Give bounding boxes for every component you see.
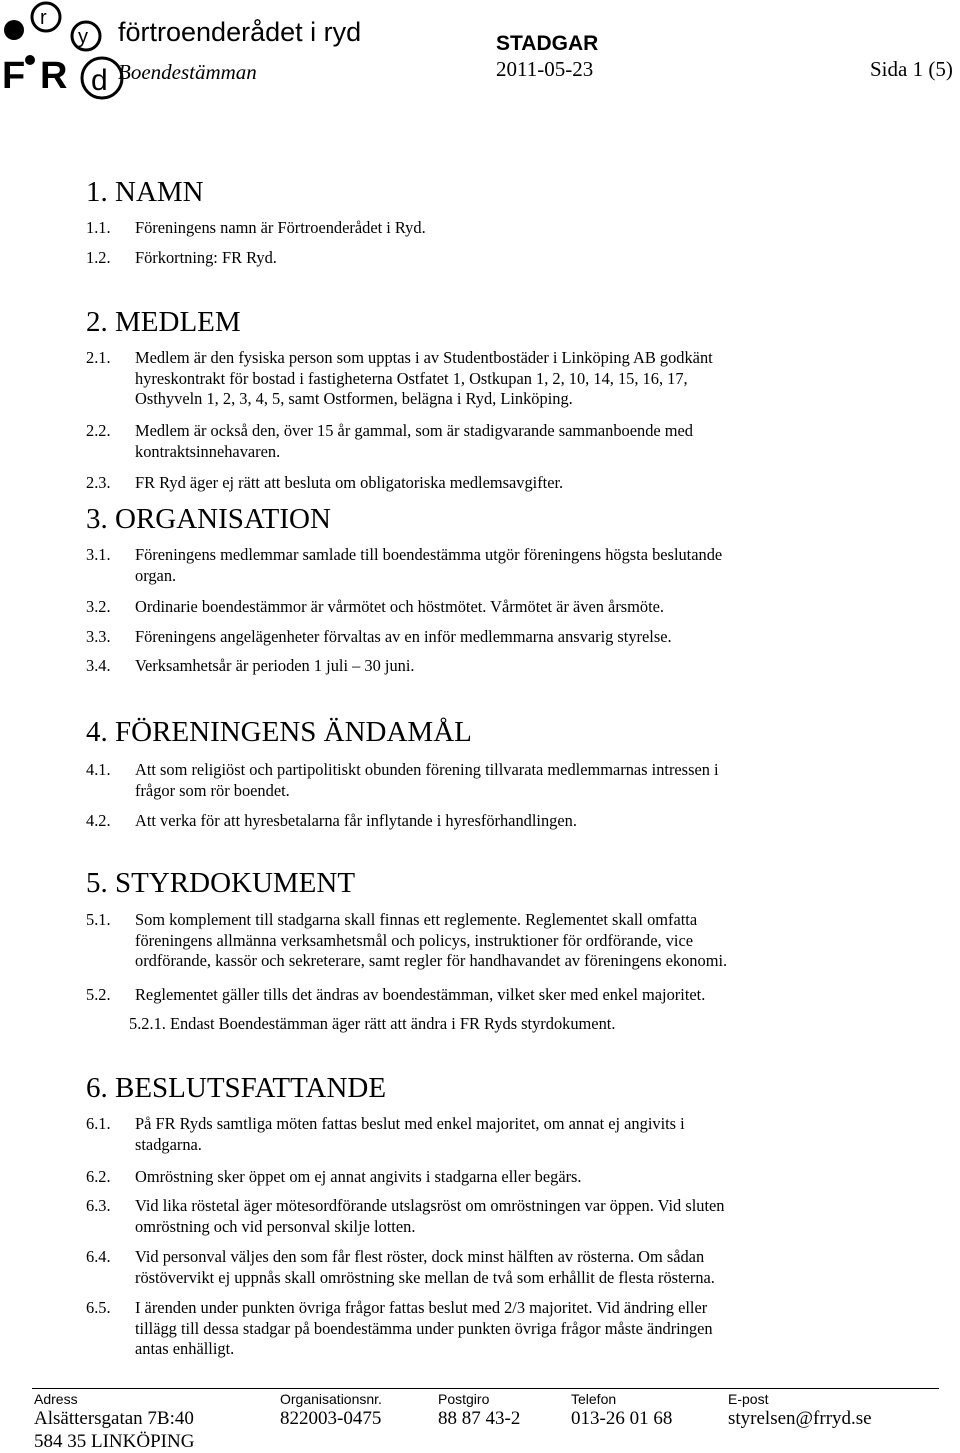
svg-text:r: r [40,7,47,29]
item-text: omröstning och vid personval skilje lotten. [135,1216,416,1236]
footer-divider [32,1388,939,1389]
item-text: röstövervikt ej uppnås skall omröstning ske mellan de två som erhållit de flesta rösterna. [135,1267,715,1287]
document-title: STADGAR [496,32,599,55]
fr-ryd-logo [0,0,135,106]
item-text: kontraktsinnehavaren. [135,441,281,461]
section-heading: 6. BESLUTSFATTANDE [86,1072,387,1104]
item-text: föreningens allmänna verksamhetsmål och policys, instruktioner för ordförande, vice [135,930,694,950]
item-text: Osthyveln 1, 2, 3, 4, 5, samt Ostformen, belägna i Ryd, Linköping. [135,389,573,408]
footer-telefon-label: Telefon [571,1391,617,1407]
item-text: tillägg till dessa stadgar på boendestämma under punkten övriga frågor måste ändringen [135,1318,713,1338]
section-heading: 2. MEDLEM [86,306,241,338]
item-number: 6.3. [86,1196,111,1215]
item-text: Ordinarie boendestämmor är vårmötet och höstmötet. Vårmötet är även årsmöte. [135,597,665,616]
page-number: Sida 1 (5) [870,57,953,81]
item-text: Som komplement till stadgarna skall finnas ett reglemente. Reglementet skall omfatta [135,910,698,929]
item-number: 3.2. [86,597,111,616]
item-number: 3.3. [86,627,111,646]
footer-telefon-number: 013-26 01 68 [571,1408,673,1429]
item-text: Föreningens medlemmar samlade till boendestämma utgör föreningens högsta beslutande [135,545,723,564]
svg-text:y: y [78,26,88,48]
item-number: 4.2. [86,811,111,830]
document-date: 2011-05-23 [496,57,594,81]
item-text: hyreskontrakt för bostad i fastigheterna Ostfatet 1, Ostkupan 1, 2, 10, 14, 15, 16, 17, [135,368,688,388]
item-text: stadgarna. [135,1134,202,1154]
footer-postgiro-label: Postgiro [438,1391,490,1407]
section-heading: 5. STYRDOKUMENT [86,867,356,899]
item-text: På FR Ryds samtliga möten fattas beslut med enkel majoritet, om annat ej angivits i [135,1114,685,1133]
item-text: ordförande, kassör och sekreterare, samt regler för handhavandet av föreningens ekonomi. [135,951,728,970]
item-number: 2.1. [86,348,111,367]
org-name: förtroenderådet i ryd [118,17,362,47]
item-text: organ. [135,565,177,585]
item-text: Förkortning: FR Ryd. [135,248,277,267]
org-subtitle: Boendestämman [118,60,257,84]
item-text: Omröstning sker öppet om ej annat angivits i stadgarna eller begärs. [135,1167,582,1186]
item-text: Att som religiöst och partipolitiskt obunden förening tillvarata medlemmarnas intressen i [135,760,719,779]
item-number: 2.2. [86,421,111,440]
item-text: Medlem är också den, över 15 år gammal, som är stadigvarande sammanboende med [135,421,694,440]
item-number: 6.2. [86,1167,111,1186]
item-number: 5.2. [86,985,111,1004]
footer-epost-address: styrelsen@frryd.se [728,1408,872,1429]
footer-org-number: 822003-0475 [280,1408,382,1429]
section-heading: 3. ORGANISATION [86,503,331,535]
item-text: antas enhälligt. [135,1339,235,1358]
footer-postgiro-number: 88 87 43-2 [438,1408,521,1429]
item-text: Föreningens namn är Förtroenderådet i Ryd. [135,218,426,237]
svg-text:d: d [91,64,108,97]
footer-org-label: Organisationsnr. [280,1391,382,1407]
item-text: Att verka för att hyresbetalarna får inflytande i hyresförhandlingen. [135,811,577,830]
item-number: 6.4. [86,1247,111,1266]
item-text: Vid personval väljes den som får flest röster, dock minst hälften av rösterna. Om sådan [135,1247,705,1266]
item-text: 5.2.1. Endast Boendestämman äger rätt att ändra i FR Ryds styrdokument. [129,1014,616,1033]
item-number: 4.1. [86,760,111,779]
item-text: Föreningens angelägenheter förvaltas av en inför medlemmarna ansvarig styrelse. [135,627,672,646]
item-text: Reglementet gäller tills det ändras av boendestämman, vilket sker med enkel majoritet. [135,985,706,1004]
item-text: Verksamhetsår är perioden 1 juli – 30 juni. [135,656,415,675]
item-text: FR Ryd äger ej rätt att besluta om obligatoriska medlemsavgifter. [135,473,564,492]
footer-adress-line1: Alsättersgatan 7B:40 [34,1408,194,1429]
svg-text:F: F [2,55,26,97]
section-heading: 4. FÖRENINGENS ÄNDAMÅL [86,716,472,748]
item-number: 6.1. [86,1114,111,1133]
svg-text:R: R [40,55,68,97]
item-text: Vid lika röstetal äger mötesordförande utslagsröst om omröstningen var öppen. Vid sluten [135,1196,725,1215]
item-number: 6.5. [86,1298,111,1317]
item-number: 1.2. [86,248,111,267]
footer-epost-label: E-post [728,1391,769,1407]
item-number: 2.3. [86,473,111,492]
item-number: 3.1. [86,545,111,564]
footer-adress-line2: 584 35 LINKÖPING [34,1431,195,1452]
item-text: I ärenden under punkten övriga frågor fattas beslut med 2/3 majoritet. Vid ändring eller [135,1298,708,1317]
section-heading: 1. NAMN [86,176,204,208]
item-text: frågor som rör boendet. [135,780,290,800]
item-text: Medlem är den fysiska person som upptas i av Studentbostäder i Linköping AB godkänt [135,348,713,367]
item-number: 3.4. [86,656,111,675]
footer-adress-label: Adress [34,1391,78,1407]
item-number: 1.1. [86,218,111,237]
item-number: 5.1. [86,910,111,929]
